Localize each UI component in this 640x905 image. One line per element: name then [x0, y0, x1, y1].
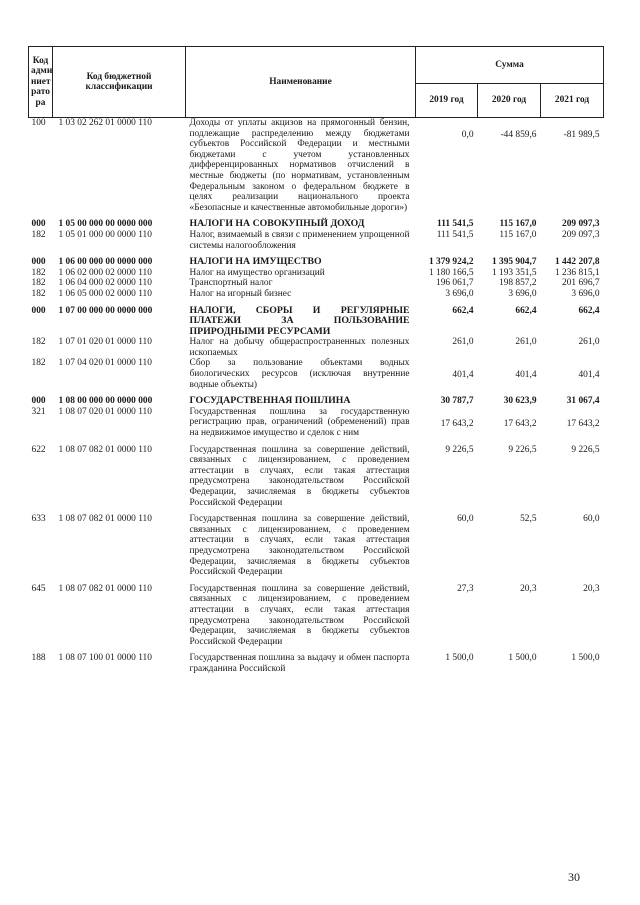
kbk-cell: 1 07 01 020 01 0000 110 — [58, 337, 152, 348]
item-name-cell: Налог на игорный бизнес — [189, 288, 292, 299]
table-row — [29, 278, 604, 289]
admin-code-cell: 182 — [31, 337, 46, 348]
value-2021-cell: 209 097,3 — [562, 229, 600, 240]
value-2019-cell: 196 061,7 — [436, 278, 474, 289]
value-2019-cell: 17 643,2 — [440, 418, 474, 429]
header-year-2019: 2019 год — [416, 84, 478, 118]
header-year-2021: 2021 год — [541, 84, 604, 118]
kbk-cell: 1 08 07 082 01 0000 110 — [58, 514, 152, 525]
admin-code-cell: 182 — [31, 358, 46, 369]
table-row — [29, 251, 604, 268]
value-2020-cell: 115 167,0 — [499, 229, 537, 240]
table-row — [29, 578, 604, 648]
value-2020-cell: 198 857,2 — [499, 278, 537, 289]
kbk-cell: 1 06 02 000 02 0000 110 — [58, 267, 152, 278]
item-name-cell: НАЛОГИ, СБОРЫ И РЕГУЛЯРНЫЕ ПЛАТЕЖИ ЗА ПОЛЬЗОВАНИЕ ПРИРОДНЫМИ РЕСУРСАМИ — [189, 304, 410, 337]
value-2019-cell: 401,4 — [452, 370, 474, 381]
table-row — [29, 300, 604, 338]
admin-code-cell: 000 — [31, 219, 46, 230]
value-2021-cell: 662,4 — [578, 305, 600, 316]
value-2019-cell: 111 541,5 — [437, 219, 474, 230]
value-2021-cell: 17 643,2 — [566, 418, 600, 429]
value-2021-cell: 401,4 — [578, 370, 600, 381]
value-2019-cell: 261,0 — [452, 337, 474, 348]
item-name-cell: Транспортный налог — [189, 278, 273, 289]
value-2021-cell: 1 500,0 — [571, 653, 600, 664]
header-year-2020: 2020 год — [478, 84, 541, 118]
kbk-cell: 1 05 01 000 00 0000 110 — [58, 229, 152, 240]
value-2020-cell: 1 395 904,7 — [491, 257, 537, 268]
table-row — [29, 358, 604, 390]
table-row — [29, 407, 604, 439]
table-row — [29, 213, 604, 230]
table-row — [29, 439, 604, 509]
header-kbk: Код бюджетной классификации — [53, 47, 186, 118]
admin-code-cell: 633 — [31, 514, 46, 525]
item-name-cell: Государственная пошлина за совершение действий, связанных с лицензированием, с проведением аттестации в случаях, если такая аттестация предусмотрена законодательством Российской Федерации, зачисляемая в бюджеты субъектов Российской Федерации — [189, 583, 410, 647]
table-row — [29, 118, 604, 214]
table-row — [29, 230, 604, 251]
value-2021-cell: -81 989,5 — [541, 118, 604, 214]
value-2019-cell: 27,3 — [457, 583, 474, 594]
value-2020-cell: 17 643,2 — [503, 418, 537, 429]
value-2020-cell: 30 623,9 — [503, 396, 537, 407]
item-name-cell: Налог на добычу общераспространенных полезных ископаемых — [189, 337, 410, 358]
item-name-cell: ГОСУДАРСТВЕННАЯ ПОШЛИНА — [189, 395, 351, 407]
table-body — [29, 118, 604, 675]
header-admin-code: Код адми ниет рато ра — [29, 47, 53, 118]
value-2019-cell: 60,0 — [457, 514, 474, 525]
header-name: Наименование — [186, 47, 416, 118]
kbk-cell: 1 08 07 082 01 0000 110 — [58, 444, 152, 455]
kbk-cell: 1 03 02 262 01 0000 110 — [53, 118, 186, 214]
value-2021-cell: 209 097,3 — [562, 219, 600, 230]
kbk-cell: 1 08 00 000 00 0000 000 — [58, 396, 153, 407]
value-2021-cell: 3 696,0 — [571, 288, 600, 299]
kbk-cell: 1 08 07 082 01 0000 110 — [58, 583, 152, 594]
item-name-cell: Налог, взимаемый в связи с применением упрощенной системы налогообложения — [189, 229, 410, 251]
value-2020-cell: 3 696,0 — [508, 288, 537, 299]
budget-revenue-table — [28, 46, 604, 675]
admin-code-cell: 182 — [31, 278, 46, 289]
value-2020-cell: 9 226,5 — [508, 444, 537, 455]
value-2019-cell: 9 226,5 — [445, 444, 474, 455]
value-2020-cell: 261,0 — [515, 337, 537, 348]
value-2020-cell: 662,4 — [515, 305, 537, 316]
value-2020-cell: 401,4 — [515, 370, 537, 381]
value-2019-cell: 30 787,7 — [440, 396, 474, 407]
admin-code-cell: 000 — [31, 396, 46, 407]
value-2020-cell: 20,3 — [520, 583, 537, 594]
value-2020-cell: 1 193 351,5 — [491, 267, 537, 278]
table-row — [29, 390, 604, 407]
value-2021-cell: 20,3 — [583, 583, 600, 594]
table-row — [29, 289, 604, 300]
table-row — [29, 508, 604, 578]
item-name-cell: НАЛОГИ НА СОВОКУПНЫЙ ДОХОД — [189, 218, 365, 230]
kbk-cell: 1 06 04 000 02 0000 110 — [58, 278, 152, 289]
kbk-cell: 1 08 07 100 01 0000 110 — [58, 653, 152, 664]
table-row — [29, 647, 604, 674]
kbk-cell: 1 05 00 000 00 0000 000 — [58, 219, 153, 230]
value-2019-cell: 3 696,0 — [445, 288, 474, 299]
value-2021-cell: 31 067,4 — [566, 396, 600, 407]
kbk-cell: 1 06 00 000 00 0000 000 — [58, 257, 153, 268]
item-name-cell: Государственная пошлина за выдачу и обмен паспорта гражданина Российской — [189, 653, 410, 674]
admin-code-cell: 321 — [31, 406, 46, 417]
value-2021-cell: 60,0 — [583, 514, 600, 525]
value-2019-cell: 0,0 — [416, 118, 478, 214]
item-name-cell: Доходы от уплаты акцизов на прямогонный бензин, подлежащие распределению между бюджетами субъектов Российской Федерации и местными бюджетами с учетом установленных дифференцированных нормативов отчислений в местные бюджеты (по нормативам, установленным Федеральным законом о федеральном бюджете в целях реализации национального проекта «Безопасные и качественные автомобильные дороги») — [186, 118, 416, 214]
value-2020-cell: 1 500,0 — [508, 653, 537, 664]
value-2019-cell: 1 500,0 — [445, 653, 474, 664]
item-name-cell: Налог на имущество организаций — [189, 267, 325, 278]
value-2021-cell: 201 696,7 — [562, 278, 600, 289]
admin-code-cell: 000 — [31, 257, 46, 268]
item-name-cell: Сбор за пользование объектами водных биологических ресурсов (исключая внутренние водные объекты) — [189, 358, 410, 390]
kbk-cell: 1 06 05 000 02 0000 110 — [58, 288, 152, 299]
admin-code-cell: 188 — [31, 653, 46, 664]
admin-code-cell: 182 — [31, 288, 46, 299]
value-2021-cell: 9 226,5 — [571, 444, 600, 455]
value-2021-cell: 1 442 207,8 — [555, 257, 600, 268]
value-2020-cell: -44 859,6 — [478, 118, 541, 214]
kbk-cell: 1 08 07 020 01 0000 110 — [58, 406, 152, 417]
page-number: 30 — [568, 870, 580, 884]
value-2020-cell: 115 167,0 — [499, 219, 537, 230]
value-2019-cell: 111 541,5 — [436, 229, 474, 240]
value-2021-cell: 261,0 — [578, 337, 600, 348]
admin-code-cell: 000 — [31, 305, 46, 316]
item-name-cell: Государственная пошлина за совершение действий, связанных с лицензированием, с проведением аттестации в случаях, если такая аттестация предусмотрена законодательством Российской Федерации, зачисляемая в бюджеты субъектов Российской Федерации — [189, 444, 410, 508]
item-name-cell: НАЛОГИ НА ИМУЩЕСТВО — [189, 256, 322, 268]
item-name-cell: Государственная пошлина за совершение действий, связанных с лицензированием, с проведением аттестации в случаях, если такая аттестация предусмотрена законодательством Российской Федерации, зачисляемая в бюджеты субъектов Российской Федерации — [189, 514, 410, 578]
table-row — [29, 268, 604, 279]
value-2019-cell: 662,4 — [452, 305, 474, 316]
admin-code-cell: 622 — [31, 444, 46, 455]
table-row — [29, 337, 604, 358]
header-sum: Сумма — [416, 47, 604, 84]
value-2021-cell: 1 236 815,1 — [555, 267, 600, 278]
kbk-cell: 1 07 00 000 00 0000 000 — [58, 305, 153, 316]
admin-code-cell: 645 — [31, 583, 46, 594]
item-name-cell: Государственная пошлина за государственную регистрацию прав, ограничений (обременений) прав на недвижимое имущество и сделок с ним — [189, 406, 410, 439]
admin-code-cell: 182 — [31, 267, 46, 278]
admin-code-cell: 182 — [31, 229, 46, 240]
value-2019-cell: 1 180 166,5 — [428, 267, 474, 278]
value-2019-cell: 1 379 924,2 — [428, 257, 474, 268]
value-2020-cell: 52,5 — [520, 514, 537, 525]
kbk-cell: 1 07 04 020 01 0000 110 — [58, 358, 152, 369]
admin-code-cell: 100 — [29, 118, 53, 214]
